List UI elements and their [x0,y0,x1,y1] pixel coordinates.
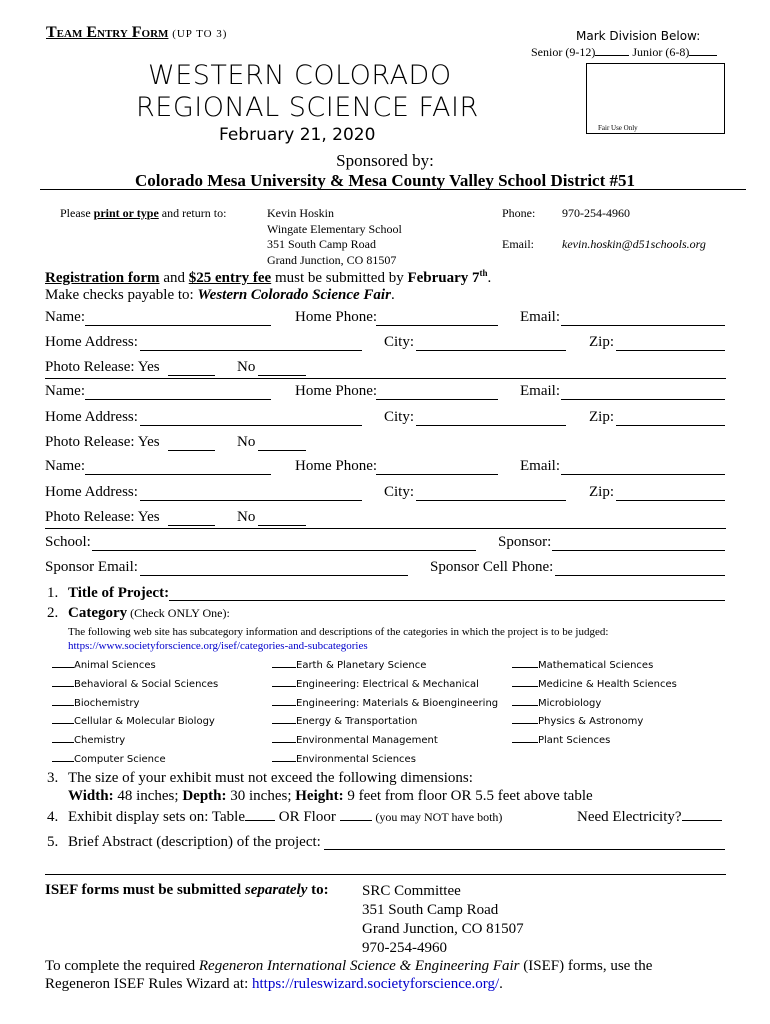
isef-label-pre: ISEF forms must be submitted [45,882,245,898]
student2-zip-label: Zip: [589,409,614,425]
depth-value: 30 inches; [226,788,296,804]
junior-label: Junior (6-8) [632,45,690,59]
reg-and: and [159,270,189,286]
cat-animal-sciences[interactable]: Animal Sciences [52,657,218,676]
student1-phone-label: Home Phone: [295,309,378,325]
student2-zip-field[interactable] [616,425,725,426]
student1-city-field[interactable] [416,350,566,351]
cat-env-sciences[interactable]: Environmental Sciences [272,751,498,770]
school-field[interactable] [92,550,476,551]
student1-address-field[interactable] [140,350,362,351]
sponsor-field[interactable] [552,550,725,551]
mark-division-label: Mark Division Below: [576,29,701,43]
student2-address-field[interactable] [140,425,362,426]
footer-pre: To complete the required [45,958,199,974]
isef-label [45,882,329,899]
category-col2 [272,657,498,770]
student2-name-field[interactable] [85,399,271,400]
student3-name-field[interactable] [85,474,271,475]
student1-zip-label: Zip: [589,334,614,350]
student1-email-field[interactable] [561,325,725,326]
fair-title-line1: WESTERN COLORADO [148,60,452,91]
depth-label: Depth: [182,788,227,804]
cat-physics-astronomy[interactable]: Physics & Astronomy [512,713,677,732]
isef-addr-city: Grand Junction, CO 81507 [362,921,524,937]
student1-photo-yes-field[interactable] [168,375,215,376]
fair-date: February 21, 2020 [219,125,376,145]
student2-phone-field[interactable] [376,399,498,400]
student3-address-label: Home Address: [45,484,138,500]
footer2-pre: Regeneron ISEF Rules Wizard at: [45,976,252,992]
isef-addr-committee: SRC Committee [362,883,461,899]
item1-number: 1. [47,585,59,601]
isef-label-separately: separately [244,882,308,898]
electricity-question [577,809,722,826]
checks-payee: Western Colorado Science Fair [197,287,391,303]
cat-math-sciences[interactable]: Mathematical Sciences [512,657,677,676]
display-table-label: Exhibit display sets on: Table [68,809,245,825]
student3-email-label: Email: [520,458,560,474]
cat-microbiology[interactable]: Microbiology [512,695,677,714]
student3-divider [45,528,726,529]
sponsor-email-field[interactable] [140,575,408,576]
cat-medicine-health[interactable]: Medicine & Health Sciences [512,676,677,695]
student2-photo-yes-field[interactable] [168,450,215,451]
student2-photo-yes-label: Photo Release: Yes [45,434,160,450]
student1-name-label: Name: [45,309,85,325]
form-type-heading [46,24,227,42]
contact-phone: 970-254-4960 [562,206,630,220]
student3-photo-no-label: No [237,509,256,525]
student2-city-field[interactable] [416,425,566,426]
footer-isef-name: Regeneron International Science & Engineering Fair [198,958,520,974]
category-col1 [52,657,218,770]
student3-zip-field[interactable] [616,500,725,501]
cat-energy-transport[interactable]: Energy & Transportation [272,713,498,732]
division-selector [531,45,717,60]
title-of-project-label: Title of Project: [68,585,170,601]
cat-chemistry[interactable]: Chemistry [52,732,218,751]
junior-blank[interactable] [689,55,717,56]
checks-pre: Make checks payable to: [45,287,198,303]
width-label: Width: [68,788,114,804]
contact-name: Kevin Hoskin [267,206,334,220]
sponsored-by: Sponsored by: [336,151,434,170]
checks-end: . [390,287,395,303]
team-entry-label: Team Entry Form [46,24,169,41]
senior-label: Senior (9-12) [531,45,596,59]
student1-photo-no-label: No [237,359,256,375]
cat-computer-science[interactable]: Computer Science [52,751,218,770]
cat-plant-sciences[interactable]: Plant Sciences [512,732,677,751]
item2-number: 2. [47,605,59,621]
abstract-field[interactable] [324,849,725,850]
student1-phone-field[interactable] [376,325,498,326]
sponsor-email-label: Sponsor Email: [45,559,138,575]
table-blank[interactable] [245,820,275,821]
cat-env-management[interactable]: Environmental Management [272,732,498,751]
category-link[interactable]: https://www.societyforscience.org/isef/categories-and-subcategories [68,640,368,652]
category-heading [68,605,230,622]
category-col3 [512,657,677,751]
checks-payable [45,287,395,304]
cat-biochemistry[interactable]: Biochemistry [52,695,218,714]
size-text: The size of your exhibit must not exceed the following dimensions: [68,770,473,786]
height-label: Height: [295,788,344,804]
student3-name-label: Name: [45,458,85,474]
student1-photo-no-field[interactable] [258,375,306,376]
fair-title-line2: REGIONAL SCIENCE FAIR [136,92,479,123]
electricity-blank[interactable] [682,820,722,821]
rules-wizard-link[interactable]: https://ruleswizard.societyforscience.org/ [252,976,500,992]
student2-email-field[interactable] [561,399,725,400]
deadline-text: February 7 [407,270,480,286]
isef-addr-phone: 970-254-4960 [362,940,447,956]
may-not-note: (you may NOT have both) [375,810,503,824]
abstract-label: Brief Abstract (description) of the project: [68,834,321,850]
student2-name-label: Name: [45,383,85,399]
phone-label: Phone: [502,206,536,220]
or-floor-label: OR Floor [275,809,340,825]
fair-use-box [586,63,725,134]
student3-address-field[interactable] [140,500,362,501]
header-divider [40,189,746,190]
abstract-field-line2[interactable] [45,874,726,875]
student1-name-field[interactable] [85,325,271,326]
instruction-pre: Please [60,206,94,220]
dimensions-text [68,788,593,805]
fair-use-label: Fair Use Only [598,124,638,132]
student3-phone-field[interactable] [376,474,498,475]
footer2-end: . [499,976,503,992]
category-description: The following web site has subcategory information and descriptions of the categories in which the project is to be judged: [68,626,609,638]
reg-end: . [487,270,492,286]
electricity-label: Need Electricity? [577,809,682,825]
cat-earth-planetary[interactable]: Earth & Planetary Science [272,657,498,676]
sponsor-cell-field[interactable] [555,575,725,576]
student3-photo-yes-field[interactable] [168,525,215,526]
isef-address [362,882,524,958]
student3-city-label: City: [384,484,415,500]
item5-number: 5. [47,834,59,850]
student3-zip-label: Zip: [589,484,614,500]
footer-mid: (ISEF) forms, use the [519,958,653,974]
student1-photo-yes-label: Photo Release: Yes [45,359,160,375]
up-to-label: (UP TO 3) [172,28,228,40]
student2-email-label: Email: [520,383,560,399]
student1-zip-field[interactable] [616,350,725,351]
reg-form-text: Registration form [45,270,160,286]
cat-eng-materials[interactable]: Engineering: Materials & Bioengineering [272,695,498,714]
floor-blank[interactable] [340,820,372,821]
footer-line2 [45,976,503,993]
instruction-emphasis: print or type [93,206,159,220]
student2-phone-label: Home Phone: [295,383,378,399]
width-value: 48 inches; [113,788,183,804]
title-of-project-field[interactable] [169,600,725,601]
sponsor-cell-label: Sponsor Cell Phone: [430,559,554,575]
contact-email: kevin.hoskin@d51schools.org [562,237,706,251]
student2-address-label: Home Address: [45,409,138,425]
isef-addr-street: 351 South Camp Road [362,902,499,918]
student2-photo-no-label: No [237,434,256,450]
student1-divider [45,378,726,379]
contact-street: 351 South Camp Road [267,237,377,251]
category-note: (Check ONLY One): [127,606,230,620]
deadline-sup: th [479,268,488,278]
contact-school: Wingate Elementary School [267,221,402,236]
entry-fee-text: $25 entry fee [188,270,272,286]
cat-cellular-molecular[interactable]: Cellular & Molecular Biology [52,713,218,732]
cat-eng-electrical[interactable]: Engineering: Electrical & Mechanical [272,676,498,695]
email-label: Email: [502,237,534,251]
height-value: 9 feet from floor OR 5.5 feet above table [343,788,593,804]
student3-photo-no-field[interactable] [258,525,306,526]
school-label: School: [45,534,91,550]
student3-city-field[interactable] [416,500,566,501]
student3-phone-label: Home Phone: [295,458,378,474]
registration-notice [45,268,491,287]
student1-address-label: Home Address: [45,334,138,350]
reg-must: must be submitted by [271,270,408,286]
student2-city-label: City: [384,409,415,425]
sponsors-line: Colorado Mesa University & Mesa County Valley School District #51 [134,171,636,190]
student2-photo-no-field[interactable] [258,450,306,451]
contact-city: Grand Junction, CO 81507 [267,252,397,267]
isef-label-post: to: [307,882,329,898]
senior-blank[interactable] [595,55,629,56]
item4-number: 4. [47,809,59,825]
footer-line1 [45,958,652,975]
student1-email-label: Email: [520,309,560,325]
return-instruction [60,206,226,221]
item3-number: 3. [47,770,59,786]
sponsor-label: Sponsor: [498,534,552,550]
instruction-post: and return to: [158,206,227,220]
student1-city-label: City: [384,334,415,350]
contact-address [267,206,402,268]
display-text [68,809,502,826]
student3-email-field[interactable] [561,474,725,475]
cat-behavioral-social[interactable]: Behavioral & Social Sciences [52,676,218,695]
student3-photo-yes-label: Photo Release: Yes [45,509,160,525]
category-label: Category [68,605,128,621]
